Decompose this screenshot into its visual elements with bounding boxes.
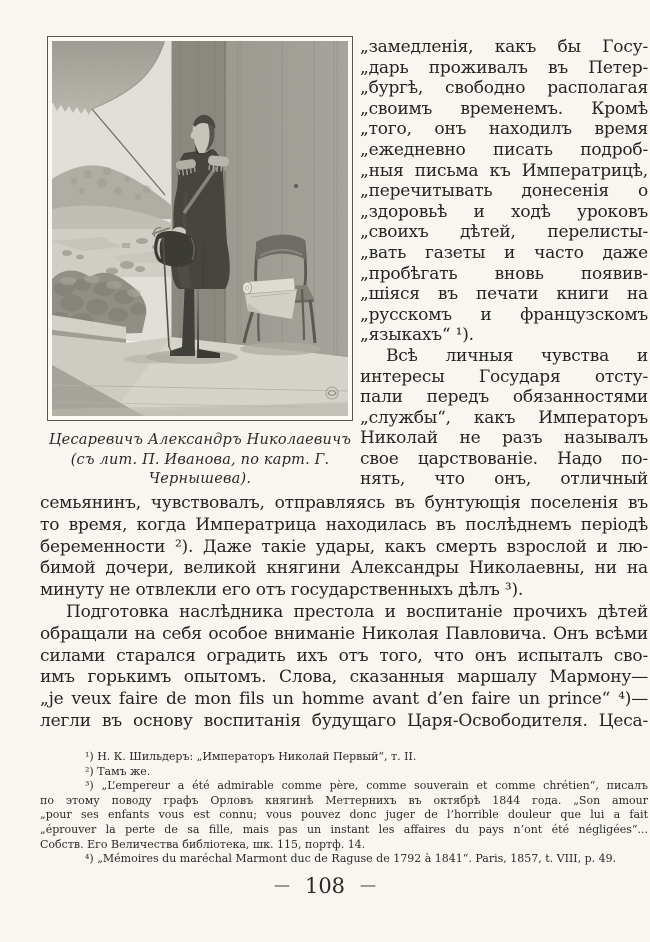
text-line: свое царствованіе. Надо по- [360,448,648,469]
text-line: имъ горькимъ опытомъ. Слова, сказанныя маршалу Мармону— [40,667,648,688]
footnotes [40,750,648,867]
portrait-engraving [52,41,348,416]
caption-line1: Цесаревичъ Александръ Николаевичъ [48,432,352,448]
body-text [40,493,648,733]
page-number-row [0,874,650,898]
portrait-plate [47,36,353,421]
footnote-line: „éprouver la perte de sa fille, mais pas un instant les affaires du pays n’ont été négligées“... [40,822,648,836]
text-line: то время, когда Императрица находилась въ послѣднемъ періодѣ [40,514,648,535]
text-line: беременности ²). Даже такіе удары, какъ смерть взрослой и лю- [40,536,648,557]
text-line: Николай не разъ называлъ [360,428,648,449]
footnote-line: ⁴) „Mémoires du maréchal Marmont duc de Raguse de 1792 à 1841“. Paris, 1857, t. VIII, p. 49. [85,852,617,866]
text-line: „здоровьѣ и ходѣ уроковъ [360,201,648,222]
text-line: интересы Государя отсту- [360,366,648,387]
caption-line2: (съ лит. П. Иванова, по карт. Г. Чернышева). [70,451,330,487]
text-line: „того, онъ находилъ время [360,119,648,140]
text-line: „шіяся въ печати книги на [360,284,648,305]
text-line: Всѣ личныя чувства и [386,345,648,366]
plate-caption [40,431,360,490]
text-line: пали передъ обязанностями [360,387,648,408]
footnote-line: Собств. Его Величества библіотека, шк. 115, портф. 14. [40,837,366,851]
text-line: минуту не отвлекли его отъ государственныхъ дѣлъ ³). [40,580,524,601]
text-line: нять, что онъ, отличный [360,469,648,490]
page-number: 108 [304,874,346,898]
text-line: „своимъ временемъ. Кромѣ [360,98,648,119]
text-line: обращали на себя особое вниманіе Николая Павловича. Онъ всѣми [40,623,648,644]
footnote-line: ¹) Н. К. Шильдеръ: „Императоръ Николай Первый“, т. II. [85,750,417,763]
footnote-line: ³) „L’empereur a été admirable comme père, comme souverain et comme chrétien“, писалъ [85,779,648,793]
text-line: „дарь проживалъ въ Петер- [360,57,648,78]
text-line: „замедленія, какъ бы Госу- [360,37,648,57]
text-line: силами старался оградить ихъ отъ того, что онъ испыталъ сво- [40,645,648,666]
text-line: „русскомъ и французскомъ [360,304,648,325]
text-line: „пробѣгать вновь появив- [360,263,648,284]
page-number-dash-left: — [273,875,290,894]
text-line: „службы“, какъ Императоръ [360,407,648,428]
page-number-dash-right: — [360,875,377,894]
footnote-line: по этому поводу графъ Орловъ княгинѣ Меттернихъ въ октябрѣ 1844 года. „Son amour [40,793,648,807]
litho-grain-texture [52,41,348,416]
text-line: „перечитывать донесенія о [360,181,648,202]
text-line: „языкахъ“ ¹). [360,325,474,346]
text-line: Подготовка наслѣдника престола и воспитаніе прочихъ дѣтей [66,601,648,622]
text-line: „ежедневно писать подроб- [360,139,648,160]
text-line: семьянинъ, чувствовалъ, отправляясь въ бунтующія поселенія въ [40,493,648,513]
text-line: „je veux faire de mon fils un homme avant d’en faire un prince“ ⁴)— [40,689,648,710]
text-line: бимой дочери, великой княгини Александры Николаевны, ни на [40,558,648,579]
text-line: „ныя письма къ Императрицѣ, [360,160,648,181]
footnote-line: ²) Тамъ же. [85,764,151,778]
text-line: легли въ основу воспитанія будущаго Царя-Освободителя. Цеса- [40,710,648,731]
right-column-text [360,37,648,490]
text-line: „вать газеты и часто даже [360,242,648,263]
text-line: „своихъ дѣтей, перелисты- [360,222,648,243]
text-line: „бургѣ, свободно располагая [360,78,648,99]
footnote-line: „pour ses enfants vous est connu; vous pouvez donc juger de l’horrible douleur que lui a fait [40,808,648,822]
